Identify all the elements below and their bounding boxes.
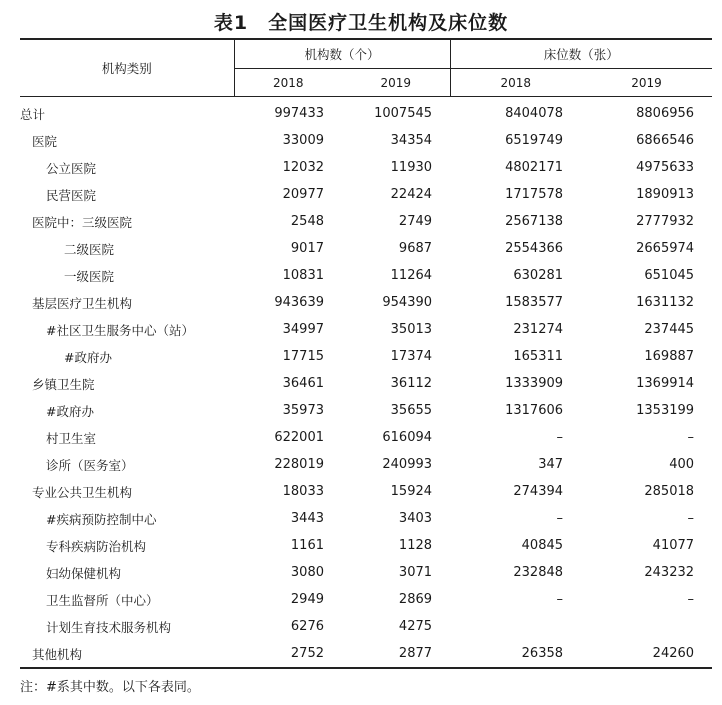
cell-inst-2019: 35013 xyxy=(390,322,433,337)
cell-inst-2019: 11930 xyxy=(390,160,433,175)
cell-beds-2018: – xyxy=(556,592,564,607)
cell-inst-2018: 3443 xyxy=(290,511,324,526)
table-row xyxy=(20,532,712,559)
row-category: 诊所（医务室） xyxy=(46,457,134,473)
cell-beds-2019: 169887 xyxy=(644,349,695,364)
cell-inst-2018: 17715 xyxy=(282,349,324,364)
cell-beds-2019: 651045 xyxy=(644,268,695,283)
row-category: 卫生监督所（中心） xyxy=(46,592,159,608)
cell-beds-2019: 1353199 xyxy=(636,403,695,418)
table-row xyxy=(20,397,712,424)
header-year-inst-2018: 2018 xyxy=(234,69,342,97)
row-category: 专业公共卫生机构 xyxy=(32,484,133,500)
row-category: #政府办 xyxy=(64,349,112,365)
row-category: 乡镇卫生院 xyxy=(32,376,95,392)
table-row xyxy=(20,370,712,397)
cell-beds-2018: – xyxy=(556,430,564,445)
cell-beds-2019: – xyxy=(687,511,695,526)
table-body xyxy=(20,97,712,669)
cell-inst-2018: 33009 xyxy=(282,133,324,148)
cell-inst-2018: 20977 xyxy=(282,187,324,202)
cell-inst-2019: 15924 xyxy=(390,484,433,499)
cell-beds-2019: 4975633 xyxy=(636,160,695,175)
cell-beds-2018: 6519749 xyxy=(505,133,564,148)
cell-inst-2019: 954390 xyxy=(382,295,433,310)
cell-inst-2018: 943639 xyxy=(274,295,324,310)
cell-inst-2019: 34354 xyxy=(390,133,433,148)
row-category: 基层医疗卫生机构 xyxy=(32,295,133,311)
table-row xyxy=(20,262,712,289)
cell-beds-2018: 2554366 xyxy=(505,241,564,256)
header-year-beds-2018: 2018 xyxy=(450,69,581,97)
row-category: 村卫生室 xyxy=(46,430,97,446)
cell-beds-2018: 1333909 xyxy=(505,376,564,391)
cell-beds-2018: 40845 xyxy=(521,538,564,553)
table-row xyxy=(20,343,712,370)
table-row xyxy=(20,478,712,505)
cell-beds-2018: 165311 xyxy=(513,349,564,364)
cell-inst-2018: 997433 xyxy=(274,106,324,121)
cell-beds-2019: – xyxy=(687,430,695,445)
table-row xyxy=(20,505,712,532)
cell-beds-2018: 4802171 xyxy=(505,160,564,175)
row-category: 一级医院 xyxy=(64,268,115,284)
row-category: 专科疾病防治机构 xyxy=(46,538,147,554)
cell-inst-2018: 12032 xyxy=(282,160,324,175)
row-category: #疾病预防控制中心 xyxy=(46,511,157,527)
cell-beds-2018: 630281 xyxy=(513,268,564,283)
row-category: 公立医院 xyxy=(46,160,97,176)
cell-inst-2019: 2877 xyxy=(342,640,450,668)
cell-beds-2019: 1369914 xyxy=(636,376,695,391)
cell-beds-2019: 400 xyxy=(669,457,695,472)
cell-beds-2018: 347 xyxy=(538,457,564,472)
header-year-beds-2019: 2019 xyxy=(581,69,712,97)
cell-beds-2019: – xyxy=(687,592,695,607)
cell-inst-2018: 3080 xyxy=(290,565,324,580)
cell-inst-2019: 4275 xyxy=(398,619,433,634)
table-row xyxy=(20,640,712,668)
cell-beds-2019: 1890913 xyxy=(636,187,695,202)
table-row xyxy=(20,235,712,262)
cell-inst-2018: 35973 xyxy=(282,403,324,418)
table-row xyxy=(20,289,712,316)
cell-inst-2019: 2869 xyxy=(398,592,433,607)
cell-beds-2019: 285018 xyxy=(644,484,695,499)
cell-beds-2018: 8404078 xyxy=(505,106,564,121)
table-note: 注：#系其中数。以下各表同。 xyxy=(20,680,200,695)
table-row xyxy=(20,208,712,235)
cell-inst-2018: 18033 xyxy=(282,484,324,499)
cell-beds-2019: 1631132 xyxy=(636,295,695,310)
row-category: 妇幼保健机构 xyxy=(46,565,122,581)
table-row xyxy=(20,424,712,451)
cell-inst-2018: 2949 xyxy=(290,592,324,607)
row-category: 民营医院 xyxy=(46,187,97,203)
cell-inst-2019: 36112 xyxy=(390,376,433,391)
cell-beds-2019: 237445 xyxy=(644,322,695,337)
table-row xyxy=(20,97,712,128)
table-row xyxy=(20,586,712,613)
table-row xyxy=(20,613,712,640)
cell-inst-2018: 622001 xyxy=(274,430,324,445)
cell-inst-2018: 2548 xyxy=(290,214,324,229)
cell-inst-2019: 3403 xyxy=(398,511,433,526)
header-beds: 床位数（张） xyxy=(450,39,712,69)
table-title: 表1 全国医疗卫生机构及床位数 xyxy=(213,12,509,34)
cell-inst-2019: 3071 xyxy=(398,565,433,580)
row-category: 医院中：三级医院 xyxy=(32,214,133,230)
cell-inst-2018: 36461 xyxy=(282,376,324,391)
row-category: 其他机构 xyxy=(20,640,234,668)
cell-inst-2019: 9687 xyxy=(398,241,433,256)
cell-inst-2019: 1128 xyxy=(398,538,433,553)
cell-beds-2018: 26358 xyxy=(450,640,581,668)
cell-beds-2018: 2567138 xyxy=(505,214,564,229)
cell-inst-2019: 1007545 xyxy=(374,106,433,121)
cell-inst-2018: 6276 xyxy=(290,619,324,634)
header-institutions: 机构数（个） xyxy=(234,39,450,69)
cell-inst-2018: 1161 xyxy=(290,538,324,553)
cell-beds-2019 xyxy=(581,613,712,640)
cell-beds-2019: 243232 xyxy=(644,565,695,580)
cell-beds-2019: 24260 xyxy=(581,640,712,668)
cell-inst-2018: 34997 xyxy=(282,322,324,337)
header-category: 机构类别 xyxy=(20,39,234,97)
cell-inst-2018: 10831 xyxy=(282,268,324,283)
cell-inst-2019: 22424 xyxy=(390,187,433,202)
row-category: 总计 xyxy=(20,106,46,122)
cell-beds-2018: 232848 xyxy=(513,565,564,580)
cell-beds-2019: 2665974 xyxy=(636,241,695,256)
table-row xyxy=(20,559,712,586)
cell-inst-2019: 616094 xyxy=(382,430,433,445)
cell-beds-2018 xyxy=(450,613,581,640)
cell-inst-2018: 9017 xyxy=(290,241,324,256)
cell-beds-2019: 41077 xyxy=(652,538,695,553)
data-table xyxy=(20,38,712,669)
row-category: 医院 xyxy=(32,133,58,149)
table-row xyxy=(20,154,712,181)
table-row xyxy=(20,451,712,478)
cell-beds-2019: 2777932 xyxy=(636,214,695,229)
row-category: 计划生育技术服务机构 xyxy=(46,619,172,635)
cell-inst-2019: 17374 xyxy=(390,349,433,364)
table-row xyxy=(20,181,712,208)
row-category: #社区卫生服务中心（站） xyxy=(46,322,194,338)
cell-beds-2019: 8806956 xyxy=(636,106,695,121)
cell-inst-2019: 2749 xyxy=(398,214,433,229)
row-category: #政府办 xyxy=(46,403,94,419)
cell-beds-2018: 1717578 xyxy=(505,187,564,202)
cell-inst-2019: 11264 xyxy=(390,268,433,283)
cell-beds-2018: 274394 xyxy=(513,484,564,499)
header-year-inst-2019: 2019 xyxy=(342,69,450,97)
row-category: 二级医院 xyxy=(64,241,115,257)
cell-beds-2019: 6866546 xyxy=(636,133,695,148)
cell-inst-2019: 35655 xyxy=(390,403,433,418)
table-row xyxy=(20,316,712,343)
table-row xyxy=(20,127,712,154)
cell-beds-2018: 1583577 xyxy=(505,295,564,310)
cell-inst-2018: 228019 xyxy=(274,457,324,472)
cell-beds-2018: 1317606 xyxy=(505,403,564,418)
cell-beds-2018: 231274 xyxy=(513,322,564,337)
cell-beds-2018: – xyxy=(556,511,564,526)
cell-inst-2019: 240993 xyxy=(382,457,433,472)
cell-inst-2018: 2752 xyxy=(234,640,342,668)
